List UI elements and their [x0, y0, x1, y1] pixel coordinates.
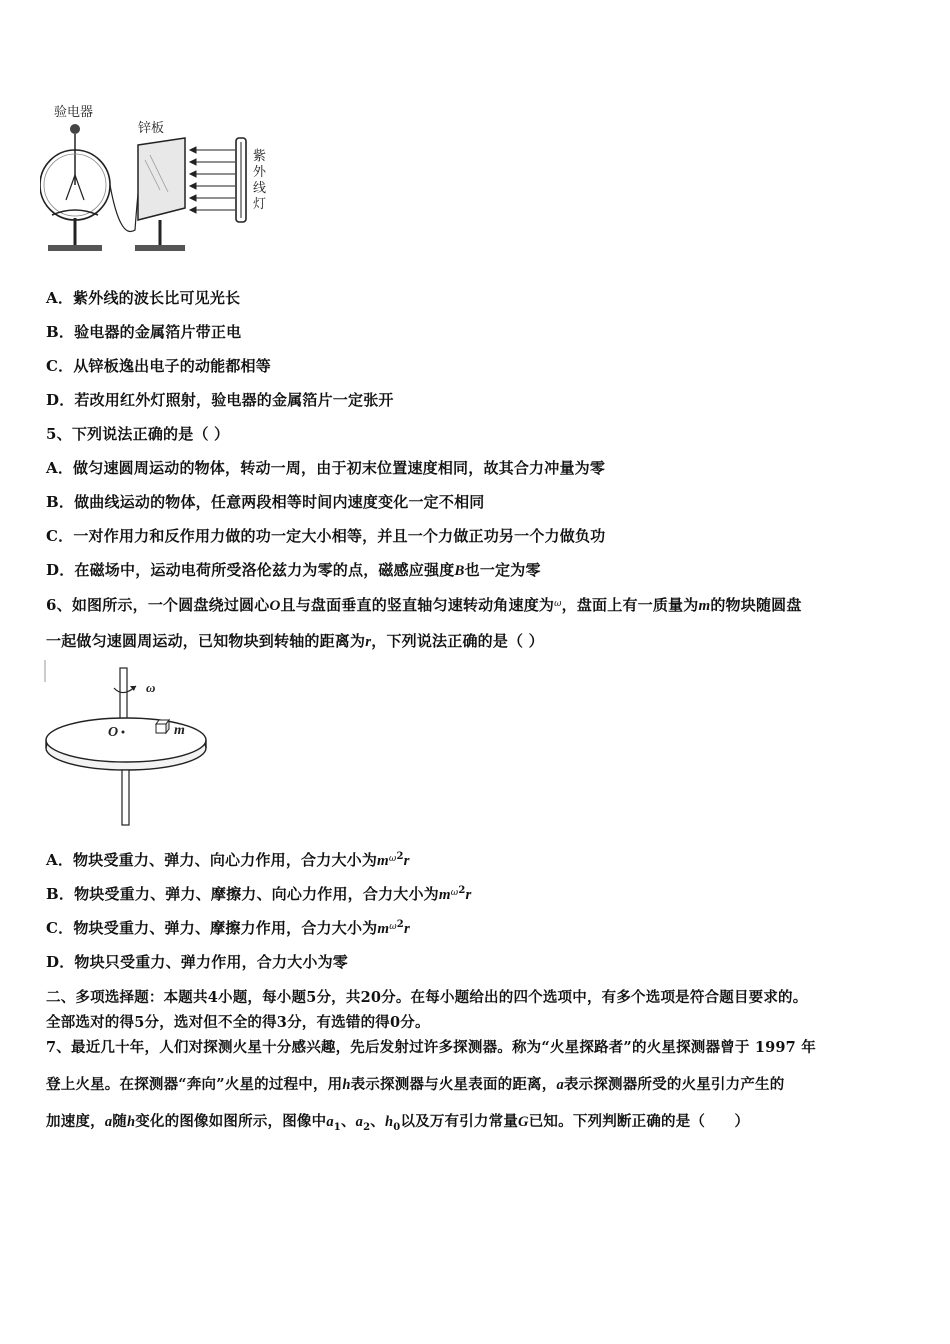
electroscope-knob — [70, 124, 80, 134]
q4-option-c: C．从锌板逸出电子的动能都相等 — [46, 357, 271, 375]
photoelectric-figure — [40, 100, 280, 265]
q7-line-2: 登上火星。在探测器“奔向”火星的过程中，用h表示探测器与火星表面的距离，a表示探测器所受的火星引力产生的 — [46, 1076, 785, 1093]
section2-line-1: 二、多项选择题：本题共4小题，每小题5分，共20分。在每小题给出的四个选项中，有多个选项是符合题目要求的。 — [46, 989, 808, 1006]
q4-option-b: B．验电器的金属箔片带正电 — [46, 323, 242, 341]
uv-lamp-label-3: 线 — [253, 181, 267, 196]
q6-option-a: A．物块受重力、弹力、向心力作用，合力大小为$m^{\omega 2}r$ — [46, 851, 410, 869]
q5-option-a: A．做匀速圆周运动的物体，转动一周，由于初末位置速度相同，故其合力冲量为零 — [46, 459, 606, 477]
zinc-plate-label: 锌板 — [138, 121, 165, 136]
q7-line-3: 加速度，a随h变化的图像如图所示，图像中$a_1$、$a_2$、$h_0$以及万有引力常量G已知。下列判断正确的是（ ） — [46, 1113, 750, 1133]
rotating-disk-figure — [44, 660, 219, 830]
center-o-label: O — [108, 725, 119, 740]
q7-line-1: 7、最近几十年，人们对探测火星十分感兴趣，先后发射过许多探测器。称为“火星探路者”的火星探测器曾于 1997 年 — [46, 1039, 816, 1056]
q5-option-c: C．一对作用力和反作用力做的功一定大小相等，并且一个力做正功另一个力做负功 — [46, 527, 606, 545]
electroscope-label: 验电器 — [54, 105, 94, 120]
q4-option-d: D．若改用红外灯照射，验电器的金属箔片一定张开 — [46, 391, 394, 409]
shaft-upper — [120, 668, 127, 720]
uv-lamp-label-1: 紫 — [253, 149, 267, 164]
q5-stem: 5、下列说法正确的是（ ） — [46, 425, 230, 443]
section2-line-2: 全部选对的得5分，选对但不全的得3分，有选错的得0分。 — [46, 1014, 430, 1031]
q6-option-c: C．物块受重力、弹力、摩擦力作用，合力大小为$m^{\omega 2}r$ — [46, 919, 410, 937]
block-m-label: m — [174, 723, 185, 738]
block-m — [156, 720, 169, 733]
omega-label: ω — [146, 680, 156, 695]
q6-stem-line-2: 一起做匀速圆周运动，已知物块到转轴的距离为r，下列说法正确的是（ ） — [46, 632, 544, 650]
q6-option-d: D．物块只受重力、弹力作用，合力大小为零 — [46, 953, 349, 971]
q5-option-b: B．做曲线运动的物体，任意两段相等时间内速度变化一定不相同 — [46, 493, 485, 511]
q6-option-b: B．物块受重力、弹力、摩擦力、向心力作用，合力大小为$m^{\omega 2}r$ — [46, 885, 472, 903]
q5-option-d: D．在磁场中，运动电荷所受洛伦兹力为零的点，磁感应强度B也一定为零 — [46, 561, 541, 579]
q6-stem-line-1: 6、如图所示，一个圆盘绕过圆心O且与盘面垂直的竖直轴匀速转动角速度为$^\omega$，盘面上有一质量为m的物块随圆盘 — [46, 596, 802, 614]
uv-lamp-label-4: 灯 — [253, 197, 267, 212]
q4-option-a: A．紫外线的波长比可见光长 — [46, 289, 241, 307]
shaft-lower — [122, 770, 129, 825]
uv-lamp-label-2: 外 — [253, 165, 267, 180]
